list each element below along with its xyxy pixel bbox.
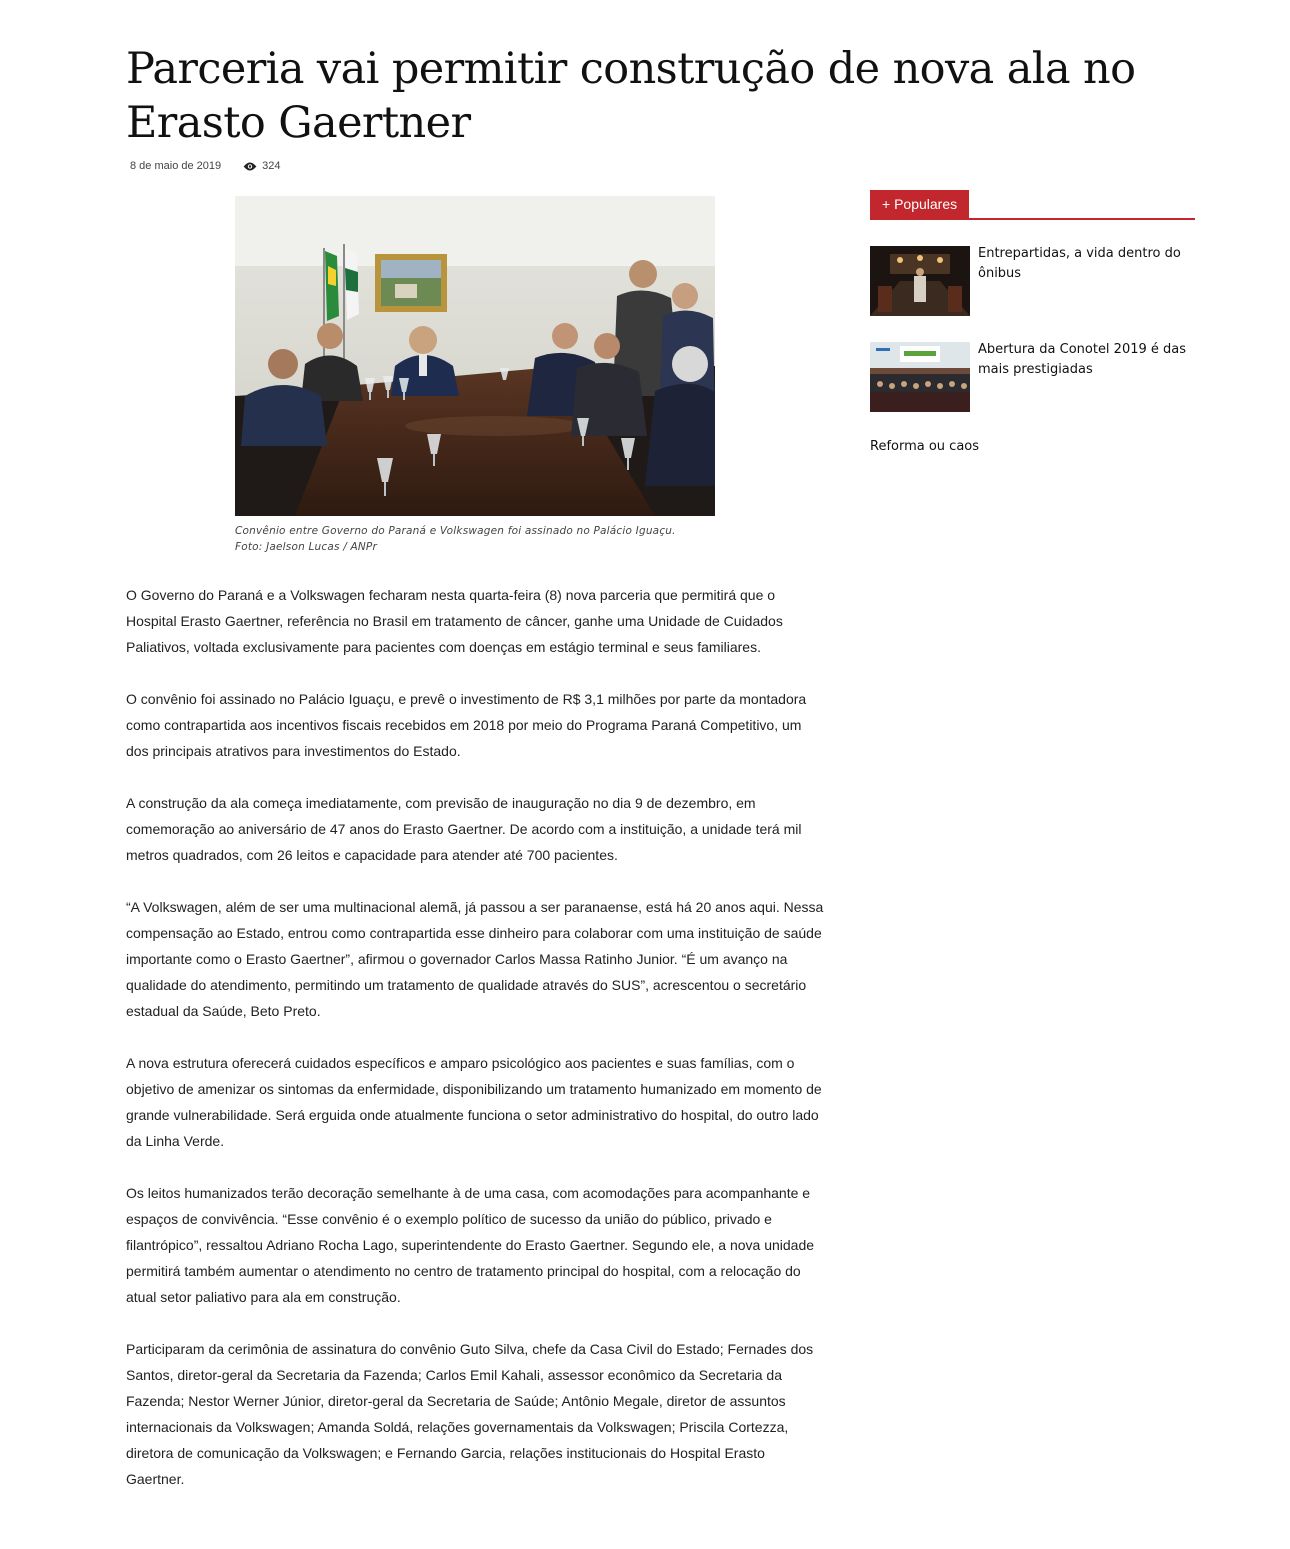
popular-block-title: + Populares: [870, 190, 969, 218]
popular-item-title[interactable]: Abertura da Conotel 2019 é das mais prestigiadas: [978, 342, 1187, 377]
popular-item[interactable]: [870, 246, 1195, 316]
paragraph: “A Volkswagen, além de ser uma multinacional alemã, já passou a ser paranaense, está há 20 anos aqui. Nessa compensação ao Estado, entrou como contrapartida esse dinheiro para colaborar com uma instituição de saúde importante como o Erasto Gaertner”, afirmou o governador Carlos Massa Ratinho Junior. “É um avanço na qualidade do atendimento, permitindo um tratamento de qualidade através do SUS”, acrescentou o secretário estadual da Saúde, Beto Preto.: [126, 899, 824, 1019]
article-meta: [130, 158, 281, 174]
popular-item-thumbnail[interactable]: [870, 342, 970, 412]
popular-sidebar: [870, 190, 1195, 454]
article-photo[interactable]: [235, 196, 715, 516]
view-count-value: 324: [262, 160, 281, 172]
eye-icon: [243, 162, 257, 171]
caption-text: Convênio entre Governo do Paraná e Volkswagen foi assinado no Palácio Iguaçu.: [235, 525, 676, 537]
article-title: Parceria vai permitir construção de nova ala no Erasto Gaertner: [126, 44, 1136, 148]
popular-item[interactable]: [870, 342, 1195, 412]
photo-credit: Foto: Jaelson Lucas / ANPr: [235, 541, 377, 553]
paragraph: Participaram da cerimônia de assinatura do convênio Guto Silva, chefe da Casa Civil do Estado; Fernades dos Santos, diretor-geral da Secretaria da Fazenda; Carlos Emil Kahali, assessor econômico da Secretaria da Fazenda; Nestor Werner Júnior, diretor-geral da Secretaria de Saúde; Antônio Megale, diretor de assuntos internacionais da Volkswagen; Amanda Soldá, relações governamentais da Volkswagen; Priscila Cortezza, diretora de comunicação da Volkswagen; e Fernando Garcia, relações institucionais do Hospital Erasto Gaertner.: [126, 1341, 814, 1487]
paragraph: O Governo do Paraná e a Volkswagen fecharam nesta quarta-feira (8) nova parceria que permitirá que o Hospital Erasto Gaertner, referência no Brasil em tratamento de câncer, ganhe uma Unidade de Cuidados Paliativos, voltada exclusivamente para pacientes com doenças em estágio terminal e seus familiares.: [126, 587, 783, 655]
paragraph: A nova estrutura oferecerá cuidados específicos e amparo psicológico aos pacientes e suas famílias, com o objetivo de amenizar os sintomas da enfermidade, disponibilizando um tratamento humanizado em momento de grande vulnerabilidade. Será erguida onde atualmente funciona o setor administrativo do hospital, do outro lado da Linha Verde.: [126, 1055, 822, 1149]
popular-item-thumbnail[interactable]: [870, 246, 970, 316]
paragraph: A construção da ala começa imediatamente, com previsão de inauguração no dia 9 de dezembro, em comemoração ao aniversário de 47 anos do Erasto Gaertner. De acordo com a instituição, a unidade terá mil metros quadrados, com 26 leitos e capacidade para atender até 700 pacientes.: [126, 795, 802, 863]
photo-caption: [235, 523, 715, 555]
popular-item-title[interactable]: Entrepartidas, a vida dentro do ônibus: [978, 246, 1181, 281]
paragraph: Os leitos humanizados terão decoração semelhante à de uma casa, com acomodações para acompanhante e espaços de convivência. “Esse convênio é o exemplo político de sucesso da união do público, privado e filantrópico”, ressaltou Adriano Rocha Lago, superintendente do Erasto Gaertner. Segundo ele, a nova unidade permitirá também aumentar o atendimento no centro de tratamento principal do hospital, com a relocação do atual setor paliativo para ala em construção.: [126, 1185, 815, 1305]
popular-item-title[interactable]: Reforma ou caos: [870, 439, 980, 454]
popular-block-header: [870, 190, 1195, 220]
publish-date: 8 de maio de 2019: [130, 160, 222, 172]
paragraph: O convênio foi assinado no Palácio Iguaçu, e prevê o investimento de R$ 3,1 milhões por parte da montadora como contrapartida aos incentivos fiscais recebidos em 2018 por meio do Programa Paraná Competitivo, um dos principais atrativos para investimentos do Estado.: [126, 691, 807, 759]
article-figure: [235, 196, 715, 555]
article-body: [126, 582, 826, 1518]
view-count: [243, 160, 280, 172]
